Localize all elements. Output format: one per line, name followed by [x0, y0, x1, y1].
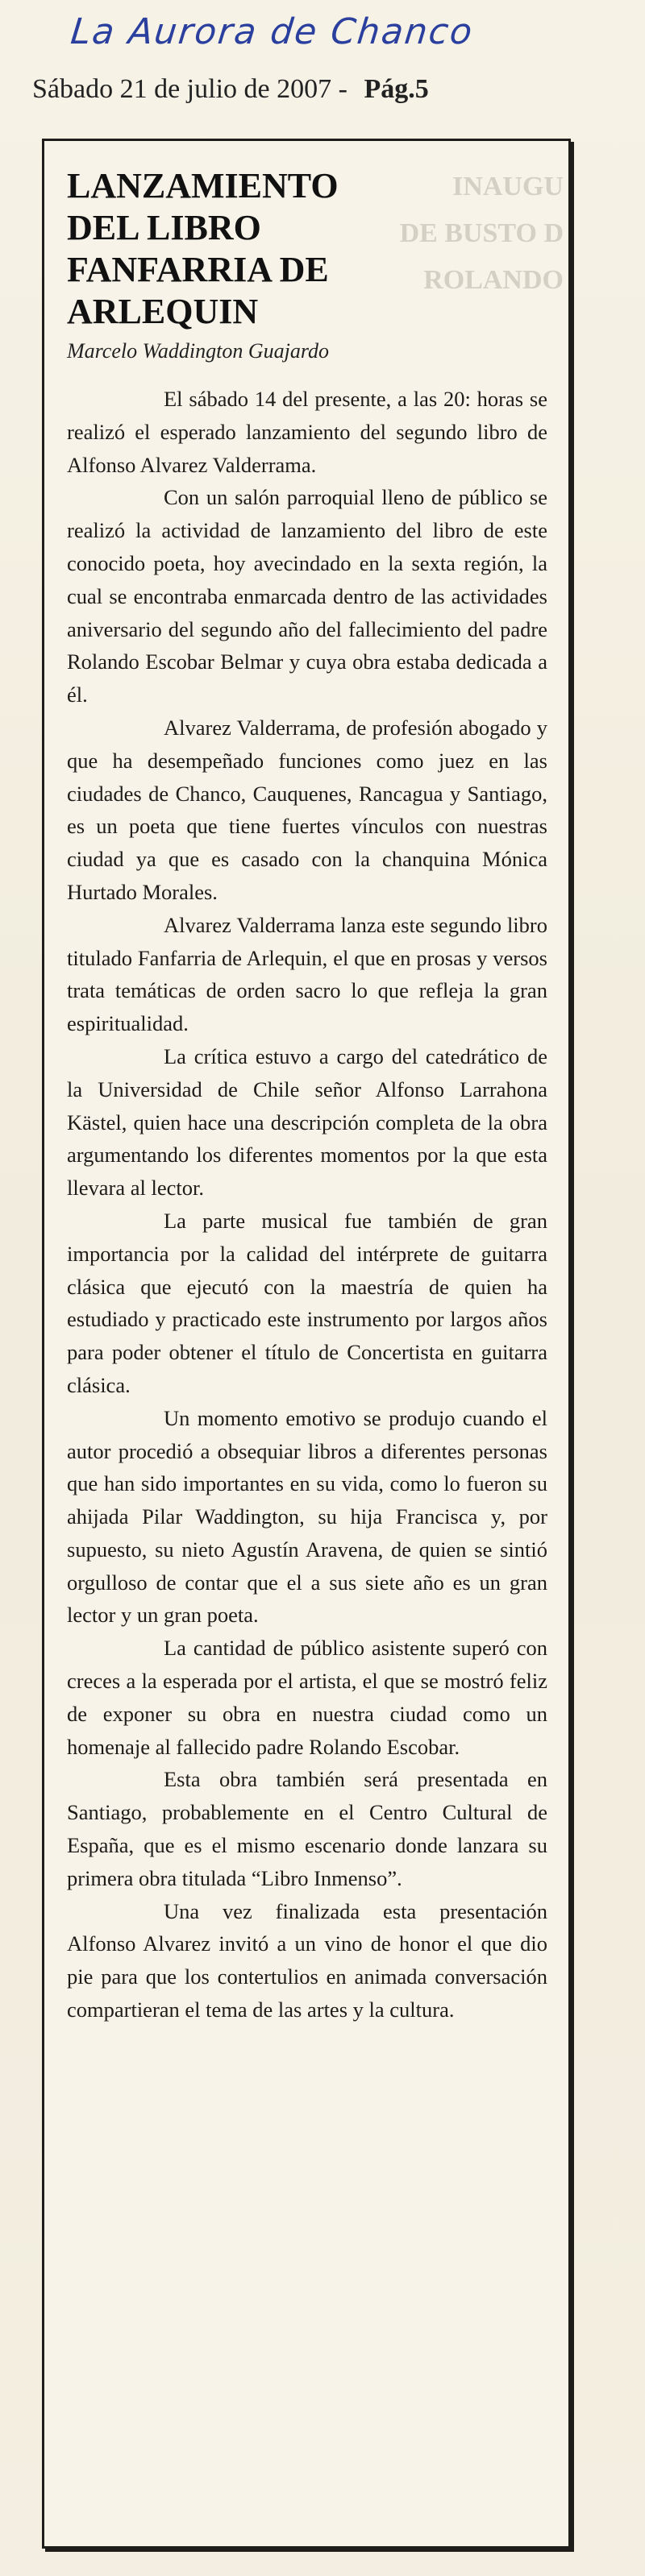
article-paragraph: Una vez finalizada esta presentación Alfonso Alvarez invitó a un vino de honor el que dio pie para que los contertulios en animada conversación compartieran el tema de las artes y la cultura.: [67, 1898, 547, 2022]
article-clipping: [42, 139, 571, 2549]
bleed-through-line: DE BUSTO D: [399, 218, 564, 248]
article-paragraph: Un momento emotivo se produjo cuando el autor procedió a obsequiar libros a diferentes personas que han sido importantes en su vida, como lo fueron su ahijada Pilar Waddington, su hija Francisca y, por supuesto, su nieto Agustín Aravena, de quien se sintió orgulloso de contar que el a sus siete año es un gran lector y un gran poeta.: [67, 1405, 547, 1628]
headline-line: LANZAMIENTO: [67, 166, 339, 205]
headline-line: ARLEQUIN: [67, 292, 259, 331]
article-body: [67, 383, 547, 2026]
article-byline: Marcelo Waddington Guajardo: [67, 339, 329, 363]
newspaper-masthead: La Aurora de Chanco: [69, 11, 476, 52]
dateline: [32, 74, 429, 105]
bleed-through-line: ROLANDO: [423, 265, 564, 295]
article-paragraph: Alvarez Valderrama, de profesión abogado y que ha desempeñado funciones como juez en las ciudades de Chanco, Cauquenes, Rancagua y Santiago, es un poeta que tiene fuertes vínculos con nuestras ciudad ya que es casado con la chanquina Mónica Hurtado Morales.: [67, 715, 547, 904]
bleed-through-line: INAUGU: [452, 172, 564, 201]
article-paragraph: La parte musical fue también de gran importancia por la calidad del intérprete de guitarra clásica que ejecutó con la maestría de quien ha estudiado y practicado este instrumento por largos años para poder obtener el título de Concertista en guitarra clásica.: [67, 1208, 547, 1397]
page-number: Pág.5: [364, 74, 429, 104]
headline-line: DEL LIBRO: [67, 208, 261, 247]
article-paragraph: La crítica estuvo a cargo del catedrático de la Universidad de Chile señor Alfonso Larrahona Kästel, quien hace una descripción completa de la obra argumentando los diferentes momentos por la que esta llevara al lector.: [67, 1043, 547, 1201]
headline-line: FANFARRIA DE: [67, 250, 329, 289]
article-paragraph: Con un salón parroquial lleno de público se realizó la actividad de lanzamiento del libro de este conocido poeta, hoy avecindado en la sexta región, la cual se encontraba enmarcada dentro de las actividades aniversario del segundo año del fallecimiento del padre Rolando Escobar Belmar y cuya obra estaba dedicada a él.: [67, 485, 547, 707]
article-headline: [67, 165, 406, 333]
issue-date: Sábado 21 de julio de 2007 -: [32, 74, 347, 104]
article-paragraph: Esta obra también será presentada en Santiago, probablemente en el Centro Cultural de España, que es el mismo escenario donde lanzara su primera obra titulada “Libro Inmenso”.: [67, 1767, 547, 1890]
article-paragraph: El sábado 14 del presente, a las 20: horas se realizó el esperado lanzamiento del segundo libro de Alfonso Alvarez Valderrama.: [67, 387, 547, 477]
article-paragraph: La cantidad de público asistente superó con creces a la esperada por el artista, el que se mostró feliz de exponer su obra en nuestra ciudad como un homenaje al fallecido padre Rolando Escobar.: [67, 1636, 547, 1759]
article-paragraph: Alvarez Valderrama lanza este segundo libro titulado Fanfarria de Arlequin, el que en prosas y versos trata temáticas de orden sacro lo que refleja la gran espiritualidad.: [67, 912, 547, 1036]
bleed-through-text: [378, 164, 564, 309]
